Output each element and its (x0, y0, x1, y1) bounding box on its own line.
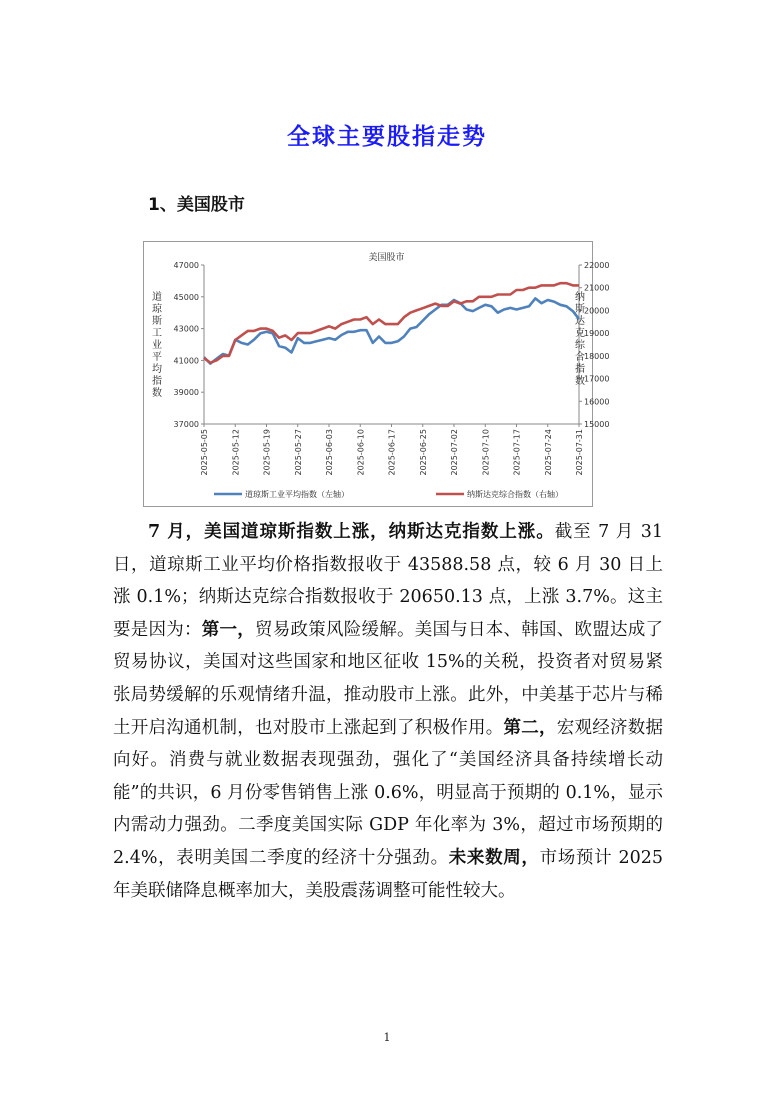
dow-jones-line (204, 298, 579, 363)
right-axis-label-char: 斯 (575, 304, 585, 315)
outlook-label: 未来数周， (448, 847, 540, 868)
right-tick-label: 22000 (584, 261, 610, 270)
chart-title: 美国股市 (368, 253, 405, 263)
x-tick-label: 2025-07-10 (481, 429, 491, 476)
left-axis-label-char: 道 (152, 292, 162, 303)
right-axis-label-char: 数 (575, 376, 585, 387)
lead-sentence: 7 月，美国道琼斯指数上涨，纳斯达克指数上涨。 (148, 522, 555, 542)
left-axis-label-char: 斯 (152, 316, 162, 327)
left-axis-label-char: 琼 (152, 304, 162, 315)
x-tick-label: 2025-05-19 (262, 429, 272, 476)
x-tick-label: 2025-05-05 (200, 429, 209, 476)
right-axis-label-char: 综 (575, 340, 585, 351)
text-part-4: 市场预计 2025 年美联储降息概率加大，美股震荡调整可能性较大。 (113, 847, 663, 901)
left-tick-label: 37000 (173, 420, 199, 429)
left-axis-label-char: 工 (152, 328, 162, 339)
nasdaq-line (204, 283, 579, 363)
legend-label: 纳斯达克综合指数（右轴） (467, 490, 563, 499)
right-tick-label: 17000 (584, 374, 610, 384)
x-tick-label: 2025-06-03 (325, 429, 334, 476)
left-tick-label: 47000 (173, 261, 199, 270)
left-tick-label: 39000 (173, 388, 199, 398)
x-tick-label: 2025-07-24 (543, 429, 553, 476)
x-tick-label: 2025-07-31 (575, 429, 584, 476)
right-axis-label-char: 指 (575, 364, 585, 375)
text-part-3: 宏观经济数据向好。消费与就业数据表现强劲，强化了“美国经济具备持续增长动能”的共识，6 月份零售销售上涨 0.6%，明显高于预期的 0.1%，显示内需动力强劲。二季度美国实际 GDP 年化率为 3%，超过市场预期的 2.4%，表明美国二季度的经济十分强劲。 (113, 717, 663, 868)
body-paragraph (113, 516, 663, 907)
left-tick-label: 43000 (173, 324, 199, 334)
right-tick-label: 21000 (584, 283, 610, 293)
right-tick-label: 18000 (584, 351, 610, 361)
x-tick-label: 2025-06-10 (356, 429, 366, 476)
section-heading: 1、美国股市 (148, 195, 245, 215)
x-tick-label: 2025-05-12 (231, 429, 241, 476)
left-axis-label-char: 数 (152, 388, 162, 399)
left-axis-label-char: 指 (152, 376, 162, 387)
left-tick-label: 41000 (173, 356, 199, 366)
left-tick-label: 45000 (173, 292, 199, 302)
right-tick-label: 20000 (584, 306, 610, 316)
x-tick-label: 2025-06-17 (387, 429, 397, 476)
right-axis-label-char: 克 (575, 328, 585, 339)
us-stock-chart (143, 241, 610, 507)
second-reason-label: 第二， (503, 717, 557, 738)
x-tick-label: 2025-05-27 (293, 429, 303, 476)
chart-svg (144, 242, 610, 506)
right-tick-label: 19000 (584, 329, 610, 339)
right-axis-label-char: 纳 (575, 292, 585, 303)
x-tick-label: 2025-07-17 (512, 429, 522, 476)
right-axis-label-char: 合 (575, 352, 585, 363)
left-axis-label-char: 业 (152, 340, 162, 351)
x-tick-label: 2025-07-02 (450, 429, 459, 476)
text-part-1: 截至 7 月 31 日，道琼斯工业平均价格指数报收于 43588.58 点，较 6 月 30 日上涨 0.1%；纳斯达克综合指数报收于 20650.13 点，上涨 3.7%。这主要是因为： (113, 522, 663, 640)
text-part-2: 贸易政策风险缓解。美国与日本、韩国、欧盟达成了贸易协议，美国对这些国家和地区征收 15%的关税，投资者对贸易紧张局势缓解的乐观情绪升温，推动股市上涨。此外，中美基于芯片与稀土开启沟通机制，也对股市上涨起到了积极作用。 (113, 619, 663, 738)
left-axis-label-char: 均 (152, 364, 162, 375)
x-tick-label: 2025-06-25 (418, 429, 428, 476)
right-tick-label: 16000 (584, 397, 610, 407)
page-number: 1 (383, 1031, 391, 1044)
page-title: 全球主要股指走势 (287, 124, 487, 150)
legend-label: 道琼斯工业平均指数（左轴） (245, 490, 349, 499)
right-axis-label-char: 达 (575, 316, 585, 327)
right-tick-label: 15000 (584, 420, 610, 429)
first-reason-label: 第一， (201, 619, 255, 640)
left-axis-label-char: 平 (152, 352, 162, 363)
